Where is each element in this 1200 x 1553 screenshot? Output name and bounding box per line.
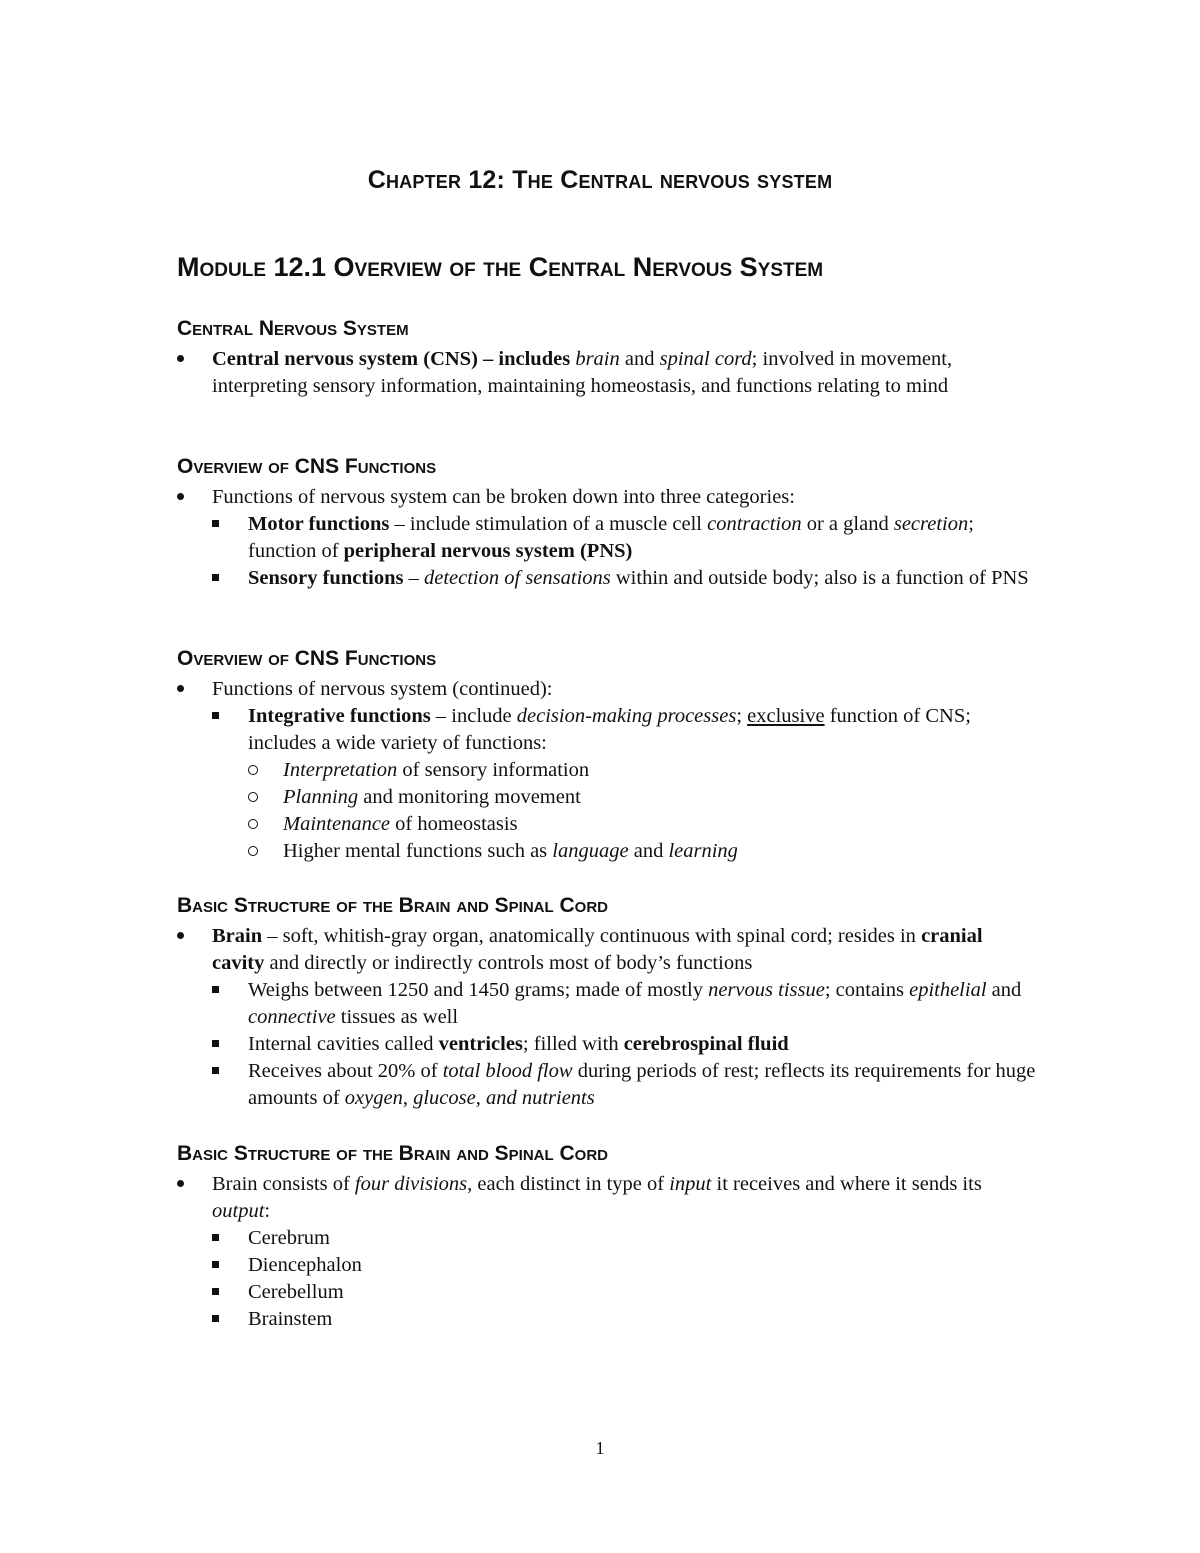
chapter-title: Chapter 12: The Central nervous system xyxy=(367,166,833,194)
section-heading: Overview of CNS Functions xyxy=(177,647,437,670)
term-text: cranial cavity xyxy=(212,925,983,974)
list-item xyxy=(177,676,1037,703)
text-run: Brain consists of xyxy=(212,1173,355,1195)
text-run: – include stimulation of a muscle cell xyxy=(389,513,708,535)
section-overview-cns-functions xyxy=(177,454,1037,592)
emphasis-text: glucose xyxy=(413,1087,476,1109)
emphasis-text: epithelial xyxy=(909,979,987,1001)
text-run: and directly or indirectly controls most of body’s functions xyxy=(264,952,753,974)
section-heading: Basic Structure of the Brain and Spinal Cord xyxy=(177,1142,609,1165)
list-item xyxy=(177,923,1037,977)
square-bullet-marker xyxy=(212,1225,224,1252)
division-name: Diencephalon xyxy=(248,1254,362,1276)
text-run: during periods of rest; reflects its requirements for huge amounts of xyxy=(248,1060,1036,1109)
emphasis-text: language xyxy=(552,840,629,862)
square-bullet-marker xyxy=(212,1279,224,1306)
list-item xyxy=(177,757,1037,784)
emphasis-text: , and nutrients xyxy=(475,1087,595,1109)
square-bullet-marker xyxy=(212,1306,224,1333)
text-run: function of CNS; includes a wide variety of functions: xyxy=(248,705,971,754)
text-run: ; filled with xyxy=(522,1033,624,1055)
emphasis-text: oxygen xyxy=(344,1087,403,1109)
bullet-list xyxy=(177,676,1037,865)
square-bullet-marker xyxy=(212,1058,224,1085)
emphasis-text: decision-making processes xyxy=(516,705,737,727)
list-item xyxy=(177,811,1037,838)
text-run: Internal cavities called xyxy=(248,1033,439,1055)
section-overview-cns-functions-continued xyxy=(177,646,1037,865)
text-run: and xyxy=(628,840,669,862)
emphasis-text: nervous tissue xyxy=(708,979,825,1001)
term-text: Brain xyxy=(212,925,263,947)
section-heading: Basic Structure of the Brain and Spinal Cord xyxy=(177,894,609,917)
text-run: Receives about 20% of xyxy=(248,1060,443,1082)
bullet-marker xyxy=(177,484,189,511)
circle-bullet-marker xyxy=(248,757,262,784)
list-item xyxy=(177,565,1037,592)
list-item xyxy=(177,1058,1037,1112)
division-name: Cerebellum xyxy=(248,1281,344,1303)
bullet-marker xyxy=(177,923,189,950)
emphasis-text: Interpretation xyxy=(283,759,398,781)
emphasis-text: input xyxy=(669,1173,712,1195)
emphasis-text: total blood flow xyxy=(442,1060,573,1082)
text-run: it receives and where it sends its xyxy=(711,1173,982,1195)
list-item xyxy=(177,1031,1037,1058)
emphasis-text: brain xyxy=(575,348,620,370)
square-bullet-marker xyxy=(212,565,224,592)
text-run: Weighs between 1250 and 1450 grams; made of mostly xyxy=(248,979,709,1001)
list-item xyxy=(177,1225,1037,1252)
division-name: Brainstem xyxy=(248,1308,333,1330)
term-text: Motor functions xyxy=(248,513,390,535)
bullet-marker xyxy=(177,346,189,373)
text-run: : xyxy=(264,1200,271,1222)
text-run: ; contains xyxy=(824,979,910,1001)
text-run: tissues as well xyxy=(335,1006,459,1028)
list-item xyxy=(177,1171,1037,1225)
bullet-list xyxy=(177,1171,1037,1333)
module-title: Module 12.1 Overview of the Central Nervous System xyxy=(177,252,824,282)
list-item xyxy=(177,1279,1037,1306)
list-item xyxy=(177,1252,1037,1279)
term-text: (PNS) xyxy=(574,540,633,562)
term-text: Integrative functions xyxy=(248,705,431,727)
underlined-text: exclusive xyxy=(747,705,825,727)
text-run: of homeostasis xyxy=(390,813,518,835)
term-text: peripheral nervous system xyxy=(343,540,575,562)
circle-bullet-marker xyxy=(248,811,262,838)
list-item xyxy=(177,838,1037,865)
text-run: – xyxy=(403,567,424,589)
text-run: Functions of nervous system (continued): xyxy=(212,678,553,700)
list-item xyxy=(177,346,1037,400)
square-bullet-marker xyxy=(212,977,224,1004)
text-run: ; xyxy=(736,705,748,727)
text-run: – soft, whitish-gray organ, anatomically continuous with spinal cord; resides in xyxy=(262,925,922,947)
section-basic-structure-brain xyxy=(177,893,1037,1112)
square-bullet-marker xyxy=(212,703,224,730)
text-run: ; function of xyxy=(248,513,974,562)
bullet-list xyxy=(177,346,1037,400)
emphasis-text: learning xyxy=(668,840,738,862)
text-run: Functions of nervous system can be broken down into three categories: xyxy=(212,486,795,508)
list-item xyxy=(177,977,1037,1031)
text-run: and monitoring movement xyxy=(358,786,581,808)
emphasis-text: contraction xyxy=(707,513,802,535)
text-run: and xyxy=(986,979,1022,1001)
emphasis-text: four divisions xyxy=(354,1173,468,1195)
emphasis-text: output xyxy=(212,1200,265,1222)
text-run: or a gland xyxy=(801,513,894,535)
section-brain-divisions xyxy=(177,1141,1037,1333)
text-run: ; involved in movement, interpreting sensory information, maintaining homeostasis, and functions relating to mind xyxy=(212,348,953,397)
text-run: within and outside body; also is a function of PNS xyxy=(610,567,1029,589)
text-run: , xyxy=(402,1087,414,1109)
list-item xyxy=(177,703,1037,757)
square-bullet-marker xyxy=(212,511,224,538)
circle-bullet-marker xyxy=(248,838,262,865)
text-run: of sensory information xyxy=(397,759,590,781)
bullet-list xyxy=(177,923,1037,1112)
list-item xyxy=(177,784,1037,811)
division-name: Cerebrum xyxy=(248,1227,330,1249)
square-bullet-marker xyxy=(212,1031,224,1058)
bullet-list xyxy=(177,484,1037,592)
text-run: – include xyxy=(430,705,517,727)
term-text: ventricles xyxy=(438,1033,523,1055)
text-run: Higher mental functions such as xyxy=(283,840,553,862)
text-run: and xyxy=(619,348,660,370)
text-run: , each distinct in type of xyxy=(467,1173,670,1195)
text-run: (CNS) – includes xyxy=(418,348,576,370)
section-heading: Overview of CNS Functions xyxy=(177,455,437,478)
list-item xyxy=(177,511,1037,565)
section-heading: Central Nervous System xyxy=(177,317,409,340)
section-central-nervous-system xyxy=(177,316,1037,400)
list-item xyxy=(177,1306,1037,1333)
emphasis-text: Maintenance xyxy=(283,813,391,835)
list-item xyxy=(177,484,1037,511)
bullet-marker xyxy=(177,676,189,703)
emphasis-text: spinal cord xyxy=(659,348,752,370)
bullet-marker xyxy=(177,1171,189,1198)
term-text: Central nervous system xyxy=(212,348,419,370)
emphasis-text: detection of sensations xyxy=(423,567,611,589)
emphasis-text: Planning xyxy=(283,786,359,808)
circle-bullet-marker xyxy=(248,784,262,811)
emphasis-text: secretion xyxy=(893,513,969,535)
term-text: cerebrospinal fluid xyxy=(623,1033,789,1055)
square-bullet-marker xyxy=(212,1252,224,1279)
term-text: Sensory functions xyxy=(248,567,404,589)
page-number: 1 xyxy=(595,1438,605,1458)
emphasis-text: connective xyxy=(248,1006,336,1028)
